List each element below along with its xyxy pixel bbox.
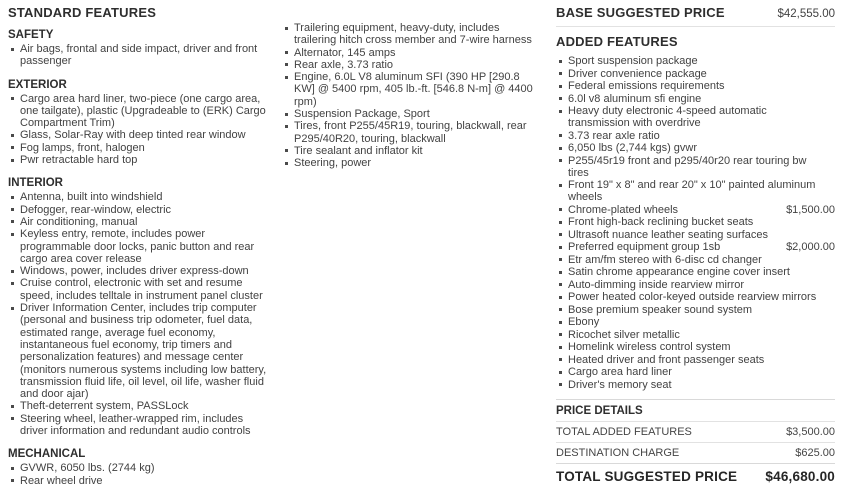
added-feature-price: $2,000.00 xyxy=(786,241,835,253)
feature-item: Cruise control, electronic with set and resume speed, includes telltale in instrument panel cluster xyxy=(8,277,270,302)
added-feature-item xyxy=(556,55,835,67)
exterior-feature-list xyxy=(8,93,270,167)
added-feature-item xyxy=(556,155,835,179)
total-added-features-value: $3,500.00 xyxy=(786,425,835,438)
feature-item: Rear wheel drive xyxy=(8,475,270,487)
added-feature-label: Front high-back reclining bucket seats xyxy=(556,216,827,228)
added-feature-item xyxy=(556,304,835,316)
total-suggested-price-value: $46,680.00 xyxy=(765,468,835,484)
added-feature-item xyxy=(556,179,835,203)
added-feature-item xyxy=(556,329,835,341)
pricing-column xyxy=(546,0,847,484)
feature-item: Trailering equipment, heavy-duty, includes trailering hitch cross member and 7-wire harness xyxy=(282,22,540,47)
standard-features-title: STANDARD FEATURES xyxy=(8,5,157,20)
added-feature-item xyxy=(556,68,835,80)
feature-item: Cargo area hard liner, two-piece (one cargo area, one tailgate), plastic (Upgradeable to (ERK) Cargo Compartment Trim) xyxy=(8,93,270,130)
added-features-list xyxy=(556,55,835,391)
added-feature-item xyxy=(556,105,835,129)
added-feature-item xyxy=(556,341,835,353)
section-heading-interior: INTERIOR xyxy=(8,177,63,190)
safety-feature-list xyxy=(8,43,270,68)
added-feature-label: Heavy duty electronic 4-speed automatic transmission with overdrive xyxy=(556,105,827,129)
added-feature-label: 6.0l v8 aluminum sfi engine xyxy=(556,93,827,105)
added-feature-label: Auto-dimming inside rearview mirror xyxy=(556,279,827,291)
added-feature-label: Ebony xyxy=(556,316,827,328)
total-added-features-row xyxy=(556,421,835,442)
added-feature-item xyxy=(556,366,835,378)
added-feature-item xyxy=(556,80,835,92)
feature-item: Fog lamps, front, halogen xyxy=(8,142,270,154)
feature-item: Suspension Package, Sport xyxy=(282,108,540,120)
destination-charge-value: $625.00 xyxy=(795,446,835,459)
added-feature-item xyxy=(556,216,835,228)
added-feature-item xyxy=(556,241,835,253)
added-feature-label: Cargo area hard liner xyxy=(556,366,827,378)
destination-charge-row xyxy=(556,442,835,463)
added-feature-item xyxy=(556,204,835,216)
added-feature-label: Homelink wireless control system xyxy=(556,341,827,353)
added-feature-item xyxy=(556,379,835,391)
total-suggested-price-label: TOTAL SUGGESTED PRICE xyxy=(556,468,738,484)
added-feature-item xyxy=(556,354,835,366)
base-price-row xyxy=(556,5,835,27)
added-feature-price: $1,500.00 xyxy=(786,203,835,216)
feature-item: Antenna, built into windshield xyxy=(8,191,270,203)
added-feature-item xyxy=(556,142,835,154)
added-feature-label: Satin chrome appearance engine cover insert xyxy=(556,266,827,278)
feature-item: Driver Information Center, includes trip computer (personal and business trip odometer, fuel data, estimated range, average fuel economy, instantaneous fuel economy, trip timers and personalization features) and message center (monitors numerous systems including low battery, transmission fluid life, oil level, oil life, washer fluid and door ajar) xyxy=(8,302,270,400)
added-feature-item xyxy=(556,93,835,105)
added-feature-item xyxy=(556,229,835,241)
price-details-section xyxy=(556,399,835,488)
section-safety xyxy=(8,29,270,68)
added-feature-label: 3.73 rear axle ratio xyxy=(556,130,827,142)
interior-feature-list xyxy=(8,191,270,437)
added-feature-label: 6,050 lbs (2,744 kgs) gvwr xyxy=(556,142,827,154)
destination-charge-label: DESTINATION CHARGE xyxy=(556,446,680,459)
added-feature-item xyxy=(556,266,835,278)
section-interior xyxy=(8,177,270,437)
feature-item: Rear axle, 3.73 ratio xyxy=(282,59,540,71)
added-feature-label: Heated driver and front passenger seats xyxy=(556,354,827,366)
standard-features-column xyxy=(0,0,274,487)
base-price-value: $42,555.00 xyxy=(777,8,835,20)
added-feature-label: Etr am/fm stereo with 6-disc cd changer xyxy=(556,254,827,266)
added-feature-item xyxy=(556,130,835,142)
feature-item: Engine, 6.0L V8 aluminum SFI (390 HP [290.8 KW] @ 5400 rpm, 405 lb.-ft. [546.8 N-m] @ 4400 rpm) xyxy=(282,71,540,108)
added-features-heading: ADDED FEATURES xyxy=(556,34,678,49)
mechanical-feature-list xyxy=(8,462,270,487)
added-feature-label: Driver's memory seat xyxy=(556,379,827,391)
feature-item: GVWR, 6050 lbs. (2744 kg) xyxy=(8,462,270,474)
feature-item: Defogger, rear-window, electric xyxy=(8,204,270,216)
feature-item: Tires, front P255/45R19, touring, blackwall, rear P295/40R20, touring, blackwall xyxy=(282,120,540,145)
base-price-label: BASE SUGGESTED PRICE xyxy=(556,5,725,20)
feature-item: Air bags, frontal and side impact, driver and front passenger xyxy=(8,43,270,68)
standard-features-continued-column xyxy=(274,0,546,471)
added-feature-item xyxy=(556,254,835,266)
added-feature-item xyxy=(556,316,835,328)
feature-item: Keyless entry, remote, includes power programmable door locks, panic button and rear cargo area cover release xyxy=(8,228,270,265)
total-suggested-price-row xyxy=(556,463,835,488)
feature-item: Steering wheel, leather-wrapped rim, includes driver information and redundant audio controls xyxy=(8,413,270,438)
added-feature-label: Driver convenience package xyxy=(556,68,827,80)
total-added-features-label: TOTAL ADDED FEATURES xyxy=(556,425,692,438)
added-feature-label: Ricochet silver metallic xyxy=(556,329,827,341)
feature-item: Air conditioning, manual xyxy=(8,216,270,228)
feature-item: Pwr retractable hard top xyxy=(8,154,270,166)
added-feature-item xyxy=(556,291,835,303)
section-heading-mechanical: MECHANICAL xyxy=(8,448,86,461)
price-details-heading: PRICE DETAILS xyxy=(556,404,643,417)
added-feature-label: P255/45r19 front and p295/40r20 rear touring bw tires xyxy=(556,155,827,179)
section-exterior xyxy=(8,79,270,167)
section-heading-safety: SAFETY xyxy=(8,29,54,41)
feature-item: Windows, power, includes driver express-down xyxy=(8,265,270,277)
mechanical-feature-list-continued xyxy=(282,22,540,170)
added-feature-label: Front 19" x 8" and rear 20" x 10" painted aluminum wheels xyxy=(556,179,827,203)
added-feature-label: Chrome-plated wheels xyxy=(556,204,778,216)
feature-item: Theft-deterrent system, PASSLock xyxy=(8,400,270,412)
added-feature-label: Bose premium speaker sound system xyxy=(556,304,827,316)
added-feature-label: Ultrasoft nuance leather seating surfaces xyxy=(556,229,827,241)
added-feature-label: Preferred equipment group 1sb xyxy=(556,241,778,253)
added-feature-label: Federal emissions requirements xyxy=(556,80,827,92)
added-feature-label: Power heated color-keyed outside rearview mirrors xyxy=(556,291,827,303)
feature-item: Glass, Solar-Ray with deep tinted rear window xyxy=(8,129,270,141)
feature-item: Steering, power xyxy=(282,157,540,169)
section-heading-exterior: EXTERIOR xyxy=(8,78,67,91)
added-feature-item xyxy=(556,279,835,291)
added-feature-label: Sport suspension package xyxy=(556,55,827,67)
feature-item: Tire sealant and inflator kit xyxy=(282,145,540,157)
feature-item: Alternator, 145 amps xyxy=(282,47,540,59)
section-mechanical xyxy=(8,448,270,487)
